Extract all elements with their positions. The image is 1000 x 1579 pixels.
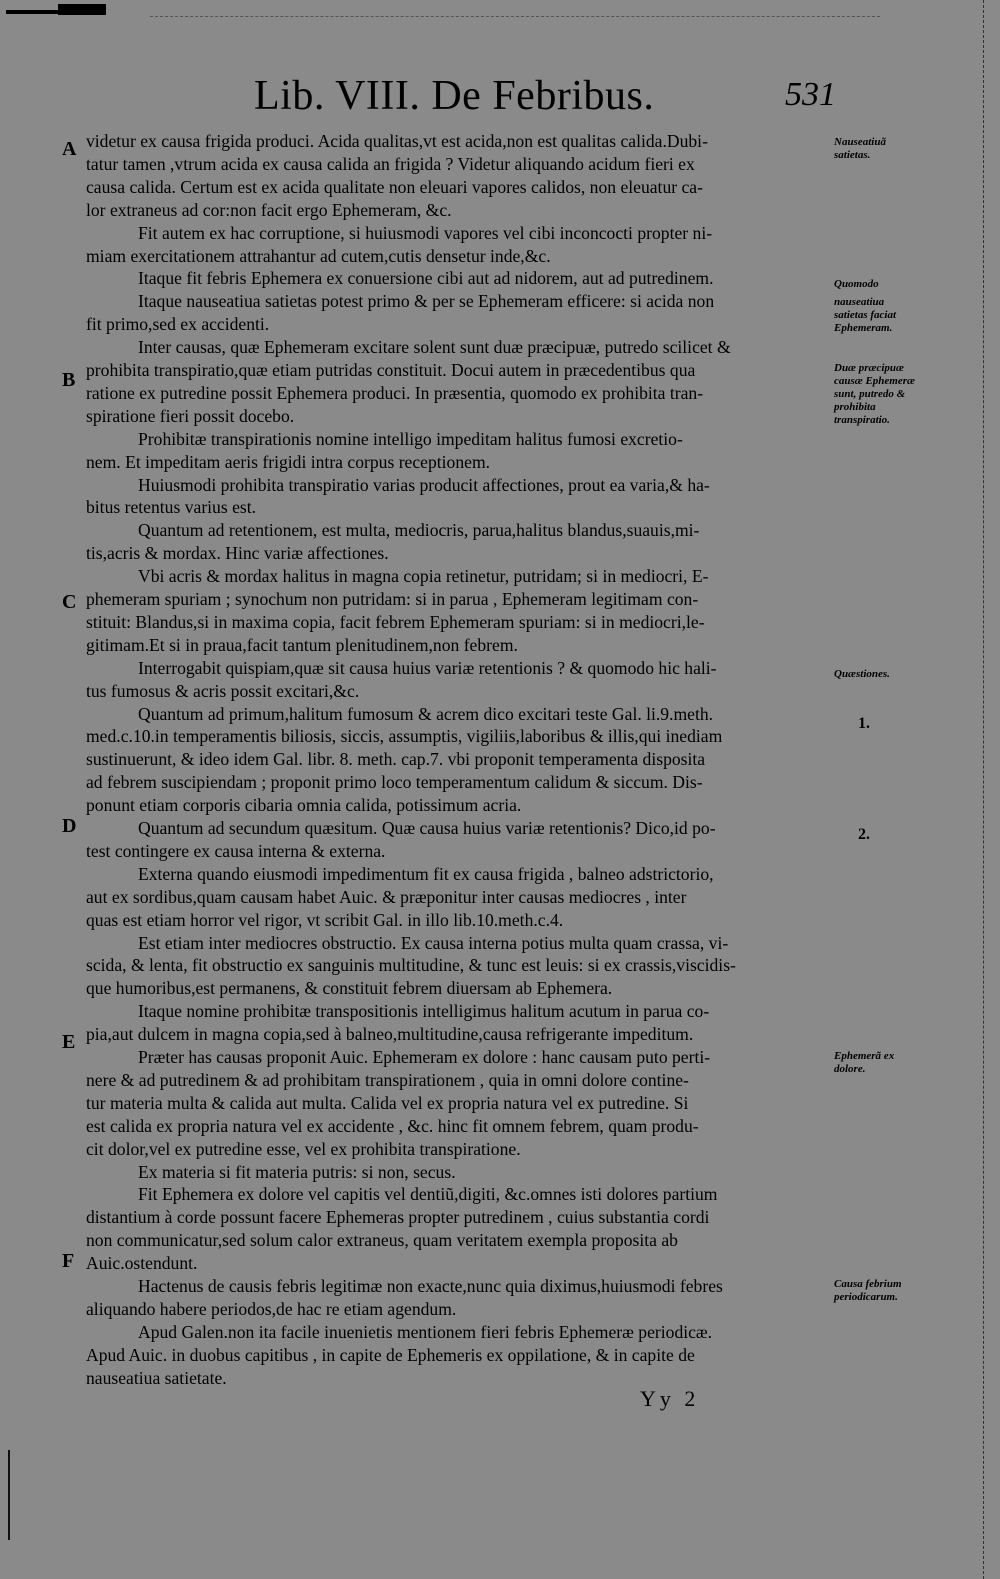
text-line: Vbi acris & mordax halitus in magna copia retinetur, putridam; si in mediocri, E- <box>138 566 709 587</box>
text-line: scida, & lenta, fit obstructio ex sanguinis multitudine, & tunc est leuis: si ex crassis,viscidis- <box>86 955 736 976</box>
margin-note: Nauseatiuã satietas. <box>834 136 886 161</box>
text-line: tus fumosus & acris possit excitari,&c. <box>86 680 360 701</box>
text-line: causa calida. Certum est ex acida qualitate non eleuari vapores calidos, non eleuatur ca- <box>86 176 703 197</box>
section-letter-f: F <box>62 1250 75 1272</box>
text-line: ad febrem suscipiendam ; proponit primo loco temperamentum calidum & siccum. Dis- <box>86 772 703 793</box>
text-line: Itaque nomine prohibitæ transpositionis intelligimus halitum acutum in parua co- <box>138 1001 710 1022</box>
text-line: Est etiam inter mediocres obstructio. Ex causa interna potius multa quam crassa, vi- <box>138 932 729 953</box>
text-line: Inter causas, quæ Ephemeram excitare solent sunt duæ præcipuæ, putredo scilicet & <box>138 337 731 358</box>
text-line: med.c.10.in temperamentis biliosis, siccis, assumptis, vigiliis,laboribus & illis,qui inediam <box>86 726 723 747</box>
text-line: gitimam.Et si in praua,facit tantum plenitudinem,non febrem. <box>86 634 518 655</box>
text-line: non communicatur,sed solum calor extraneus, quam veritatem exempla proposita ab <box>86 1230 678 1251</box>
margin-note: Quomodo <box>834 278 879 290</box>
text-line: prohibita transpiratio,quæ etiam putridas constituit. Docui autem in præcedentibus qua <box>86 360 696 380</box>
page-edge-right <box>983 0 984 1579</box>
text-line: Auic.ostendunt. <box>86 1253 198 1274</box>
text-line: ponunt etiam corporis cibaria omnia calida, potissimum acria. <box>86 795 522 816</box>
text-line: tur materia multa & calida aut multa. Calida vel ex propria natura vel ex putredine. Si <box>86 1092 689 1113</box>
text-line: sustinuerunt, & ideo idem Gal. libr. 8. meth. cap.7. vbi proponit temperamenta disposita <box>86 749 706 770</box>
scan-corner-mark <box>6 4 106 18</box>
text-line: Quantum ad retentionem, est multa, mediocris, parua,halitus blandus,suauis,mi- <box>138 520 700 541</box>
text-line: test contingere ex causa interna & externa. <box>86 840 386 861</box>
text-line: Ex materia si fit materia putris: si non, secus. <box>138 1161 456 1182</box>
text-line: est calida ex propria natura vel ex accidente , &c. hinc fit omnem febrem, quam produ- <box>86 1115 699 1136</box>
section-letter-e: E <box>62 1031 76 1053</box>
margin-number: 2. <box>858 826 870 843</box>
running-title: Lib. VIII. De Febribus. <box>254 73 655 119</box>
text-line: bitus retentus varius est. <box>86 497 257 518</box>
text-line: Apud Auic. in duobus capitibus , in capite de Ephemeris ex oppilatione, & in capite de <box>86 1344 695 1365</box>
page-number: 531 <box>785 76 836 113</box>
margin-note: Ephemerã ex dolore. <box>834 1050 895 1075</box>
margin-note: nauseatiua satietas faciat Ephemeram. <box>834 296 897 334</box>
text-line: phemeram spuriam ; synochum non putridam: si in parua , Ephemeram legitimam con- <box>86 589 699 609</box>
text-line: tis,acris & mordax. Hinc variæ affectiones. <box>86 543 389 564</box>
text-line: videtur ex causa frigida produci. Acida qualitas,vt est acida,non est qualitas calida.Dubi- <box>86 131 708 151</box>
section-letter-c: C <box>62 591 77 613</box>
text-line: Fit Ephemera ex dolore vel capitis vel dentiũ,digiti, &c.omnes isti dolores partium <box>138 1184 718 1205</box>
text-line: pia,aut dulcem in magna copia,sed à balneo,multitudine,causa refrigerante impeditum. <box>86 1024 694 1045</box>
text-line: nere & ad putredinem & ad prohibitam transpirationem , quia in omni dolore contine- <box>86 1069 689 1090</box>
text-line: Apud Galen.non ita facile inuenietis mentionem fieri febris Ephemeræ periodicæ. <box>138 1321 713 1342</box>
text-line: nauseatiua satietate. <box>86 1367 227 1388</box>
text-line: miam exercitationem attrahantur ad cutem,cutis densetur inde,&c. <box>86 245 551 266</box>
text-line: lor extraneus ad cor:non facit ergo Ephemeram, &c. <box>86 199 452 220</box>
text-line: cit dolor,vel ex putredine esse, vel ex prohibita transpiratione. <box>86 1138 521 1159</box>
text-line: Præter has causas proponit Auic. Ephemeram ex dolore : hanc causam puto perti- <box>138 1047 711 1067</box>
text-line: Quantum ad primum,halitum fumosum & acrem dico excitari teste Gal. li.9.meth. <box>138 703 714 724</box>
top-rule <box>150 16 880 17</box>
page-header <box>0 72 1000 124</box>
text-line: stituit: Blandus,si in maxima copia, facit febrem Ephemeram spuriam: si in mediocri,le- <box>86 611 705 632</box>
text-line: aliquando habere periodos,de hac re etiam agendum. <box>86 1298 457 1319</box>
section-letter-b: B <box>62 369 76 391</box>
text-line: que humoribus,est permanens, & constituit febrem diuersam ab Ephemera. <box>86 978 613 999</box>
text-line: Prohibitæ transpirationis nomine intelligo impeditam halitus fumosi excretio- <box>138 428 683 449</box>
text-line: Hactenus de causis febris legitimæ non exacte,nunc quia diximus,huiusmodi febres <box>138 1276 723 1296</box>
text-line: Externa quando eiusmodi impedimentum fit ex causa frigida , balneo adstrictorio, <box>138 863 714 884</box>
text-line: Itaque nauseatiua satietas potest primo & per se Ephemeram efficere: si acida non <box>138 291 715 312</box>
text-line: Itaque fit febris Ephemera ex conuersione cibi aut ad nidorem, aut ad putredinem. <box>138 268 714 289</box>
text-line: quas est etiam horror vel rigor, vt scribit Gal. in illo lib.10.meth.c.4. <box>86 909 564 930</box>
page-edge-left <box>8 1450 10 1540</box>
signature-mark: Yy 2 <box>640 1386 700 1411</box>
text-line: aut ex sordibus,quam causam habet Auic. & præponitur inter causas mediocres , inter <box>86 886 687 907</box>
text-line: spiratione fieri possit docebo. <box>86 405 295 426</box>
text-line: Fit autem ex hac corruptione, si huiusmodi vapores vel cibi inconcocti propter ni- <box>138 222 713 243</box>
margin-note: Causa febrium periodicarum. <box>834 1278 902 1303</box>
text-line: Interrogabit quispiam,quæ sit causa huius variæ retentionis ? & quomodo hic hali- <box>138 657 717 678</box>
text-line: Quantum ad secundum quæsitum. Quæ causa huius variæ retentionis? Dico,id po- <box>138 818 716 838</box>
text-line: distantium à corde possunt facere Ephemeras propter putredinem , cuius substantia cordi <box>86 1207 710 1228</box>
margin-number: 1. <box>858 715 870 732</box>
margin-note: Quæstiones. <box>834 668 890 680</box>
section-letter-a: A <box>62 138 77 160</box>
section-letter-d: D <box>62 815 77 837</box>
text-line: fit primo,sed ex accidenti. <box>86 314 270 335</box>
text-line: Huiusmodi prohibita transpiratio varias producit affectiones, prout ea varia,& ha- <box>138 474 710 495</box>
text-line: ratione ex putredine possit Ephemera produci. In præsentia, quomodo ex prohibita tran- <box>86 382 704 403</box>
text-line: nem. Et impeditam aeris frigidi intra corpus receptionem. <box>86 451 491 472</box>
text-line: tatur tamen ,vtrum acida ex causa calida an frigida ? Videtur aliquando acidum fieri ex <box>86 153 695 174</box>
margin-note: Duæ præcipuæ causæ Ephemeræ sunt, putredo & prohibita transpiratio. <box>834 362 915 426</box>
